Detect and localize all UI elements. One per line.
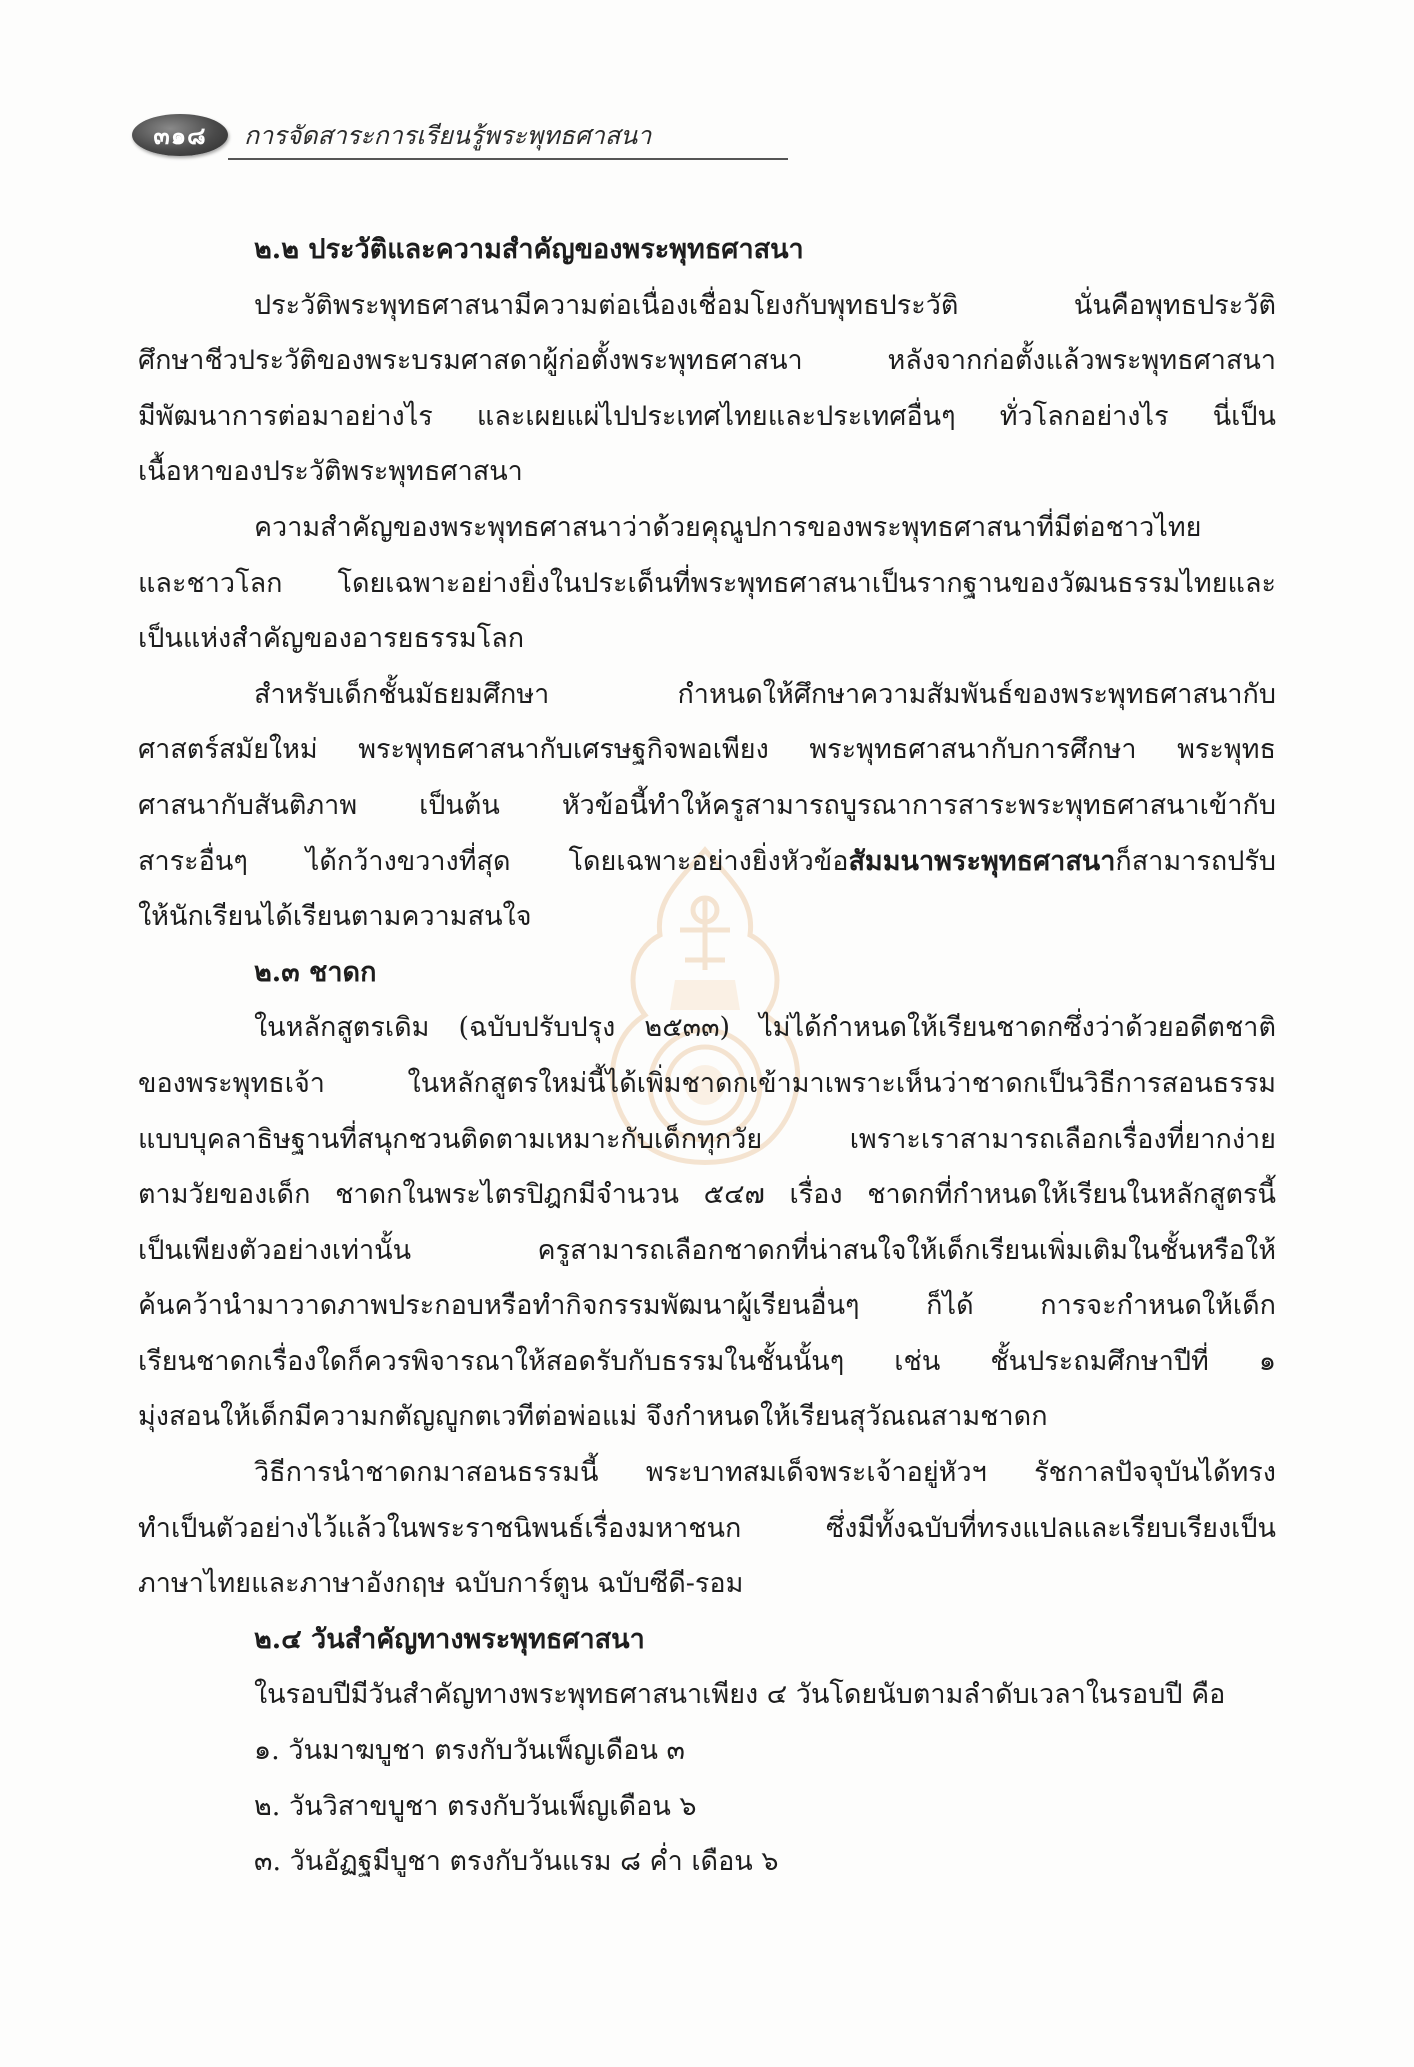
paragraph-line: ตามวัยของเด็ก ชาดกในพระไตรปิฎกมีจำนวน ๕๔๗ เรื่อง ชาดกที่กำหนดให้เรียนในหลักสูตรนี้ (138, 1179, 1276, 1211)
paragraph-line: เนื้อหาของประวัติพระพุทธศาสนา (138, 456, 523, 488)
paragraph-line: และชาวโลก โดยเฉพาะอย่างยิ่งในประเด็นที่พระพุทธศาสนาเป็นรากฐานของวัฒนธรรมไทยและ (138, 567, 1276, 599)
paragraph-line: วิธีการนำชาดกมาสอนธรรมนี้ พระบาทสมเด็จพระเจ้าอยู่หัวฯ รัชกาลปัจจุบันได้ทรง (254, 1457, 1276, 1489)
section-heading-2-4: ๒.๔ วันสำคัญทางพระพุทธศาสนา (254, 1623, 645, 1655)
paragraph-line: เป็นเพียงตัวอย่างเท่านั้น ครูสามารถเลือกชาดกที่น่าสนใจให้เด็กเรียนเพิ่มเติมในชั้นหรือให้ (138, 1234, 1276, 1266)
emphasis-text: สัมมนาพระพุทธศาสนา (848, 845, 1116, 877)
paragraph-line: ทำเป็นตัวอย่างไว้แล้วในพระราชนิพนธ์เรื่องมหาชนก ซึ่งมีทั้งฉบับที่ทรงแปลและเรียบเรียงเป็น (138, 1512, 1276, 1544)
paragraph-line: แบบบุคลาธิษฐานที่สนุกชวนติดตามเหมาะกับเด็กทุกวัย เพราะเราสามารถเลือกเรื่องที่ยากง่าย (138, 1123, 1276, 1155)
paragraph-line: เรียนชาดกเรื่องใดก็ควรพิจารณาให้สอดรับกับธรรมในชั้นนั้นๆ เช่น ชั้นประถมศึกษาปีที่ ๑ (138, 1345, 1276, 1377)
page-number: ๓๑๘ (153, 121, 207, 150)
paragraph-line: ศาสนากับสันติภาพ เป็นต้น หัวข้อนี้ทำให้ครูสามารถบูรณาการสาระพระพุทธศาสนาเข้ากับ (138, 789, 1276, 821)
paragraph-line: ในรอบปีมีวันสำคัญทางพระพุทธศาสนาเพียง ๔ วันโดยนับตามลำดับเวลาในรอบปี คือ (254, 1679, 1226, 1711)
paragraph-line: ศึกษาชีวประวัติของพระบรมศาสดาผู้ก่อตั้งพระพุทธศาสนา หลังจากก่อตั้งแล้วพระพุทธศาสนา (138, 345, 1276, 377)
paragraph-line: ค้นคว้านำมาวาดภาพประกอบหรือทำกิจกรรมพัฒนาผู้เรียนอื่นๆ ก็ได้ การจะกำหนดให้เด็ก (138, 1290, 1276, 1322)
paragraph-text: สาระอื่นๆ ได้กว้างขวางที่สุด โดยเฉพาะอย่างยิ่งหัวข้อ (138, 845, 849, 877)
paragraph-line: มีพัฒนาการต่อมาอย่างไร และเผยแผ่ไปประเทศไทยและประเทศอื่นๆ ทั่วโลกอย่างไร นี่เป็น (138, 400, 1276, 432)
list-item: ๓. วันอัฏฐมีบูชา ตรงกับวันแรม ๘ ค่ำ เดือน ๖ (254, 1846, 779, 1878)
paragraph-line: ให้นักเรียนได้เรียนตามความสนใจ (138, 901, 532, 933)
header-divider (228, 158, 788, 160)
page-number-badge (132, 114, 228, 156)
paragraph-line: ภาษาไทยและภาษาอังกฤษ ฉบับการ์ตูน ฉบับซีดี-รอม (138, 1568, 744, 1600)
body-text (138, 222, 1276, 1890)
section-heading-2-2: ๒.๒ ประวัติและความสำคัญของพระพุทธศาสนา (254, 234, 804, 265)
paragraph-line: ศาสตร์สมัยใหม่ พระพุทธศาสนากับเศรษฐกิจพอเพียง พระพุทธศาสนากับการศึกษา พระพุทธ (138, 734, 1276, 766)
paragraph-line: ประวัติพระพุทธศาสนามีความต่อเนื่องเชื่อมโยงกับพุทธประวัติ นั่นคือพุทธประวัติ (254, 289, 1276, 321)
paragraph-text: ก็สามารถปรับ (1115, 845, 1276, 877)
paragraph-line: ในหลักสูตรเดิม (ฉบับปรับปรุง ๒๕๓๓) ไม่ได้กำหนดให้เรียนชาดกซึ่งว่าด้วยอดีตชาติ (254, 1012, 1276, 1044)
list-item: ๑. วันมาฆบูชา ตรงกับวันเพ็ญเดือน ๓ (254, 1735, 685, 1767)
paragraph-line: เป็นแห่งสำคัญของอารยธรรมโลก (138, 623, 525, 655)
paragraph-line: สำหรับเด็กชั้นมัธยมศึกษา กำหนดให้ศึกษาความสัมพันธ์ของพระพุทธศาสนากับ (254, 678, 1276, 710)
paragraph-line: มุ่งสอนให้เด็กมีความกตัญญูกตเวทีต่อพ่อแม่ จึงกำหนดให้เรียนสุวัณณสามชาดก (138, 1401, 1048, 1433)
list-item: ๒. วันวิสาขบูชา ตรงกับวันเพ็ญเดือน ๖ (254, 1790, 697, 1822)
paragraph-line: ความสำคัญของพระพุทธศาสนาว่าด้วยคุณูปการของพระพุทธศาสนาที่มีต่อชาวไทย (254, 511, 1202, 543)
paragraph-line: ของพระพุทธเจ้า ในหลักสูตรใหม่นี้ได้เพิ่มชาดกเข้ามาเพราะเห็นว่าชาดกเป็นวิธีการสอนธรรม (138, 1067, 1276, 1099)
section-heading-2-3: ๒.๓ ชาดก (254, 956, 377, 988)
running-title: การจัดสาระการเรียนรู้พระพุทธศาสนา (244, 121, 652, 150)
paragraph-line (138, 834, 1276, 890)
page-header (132, 108, 672, 164)
